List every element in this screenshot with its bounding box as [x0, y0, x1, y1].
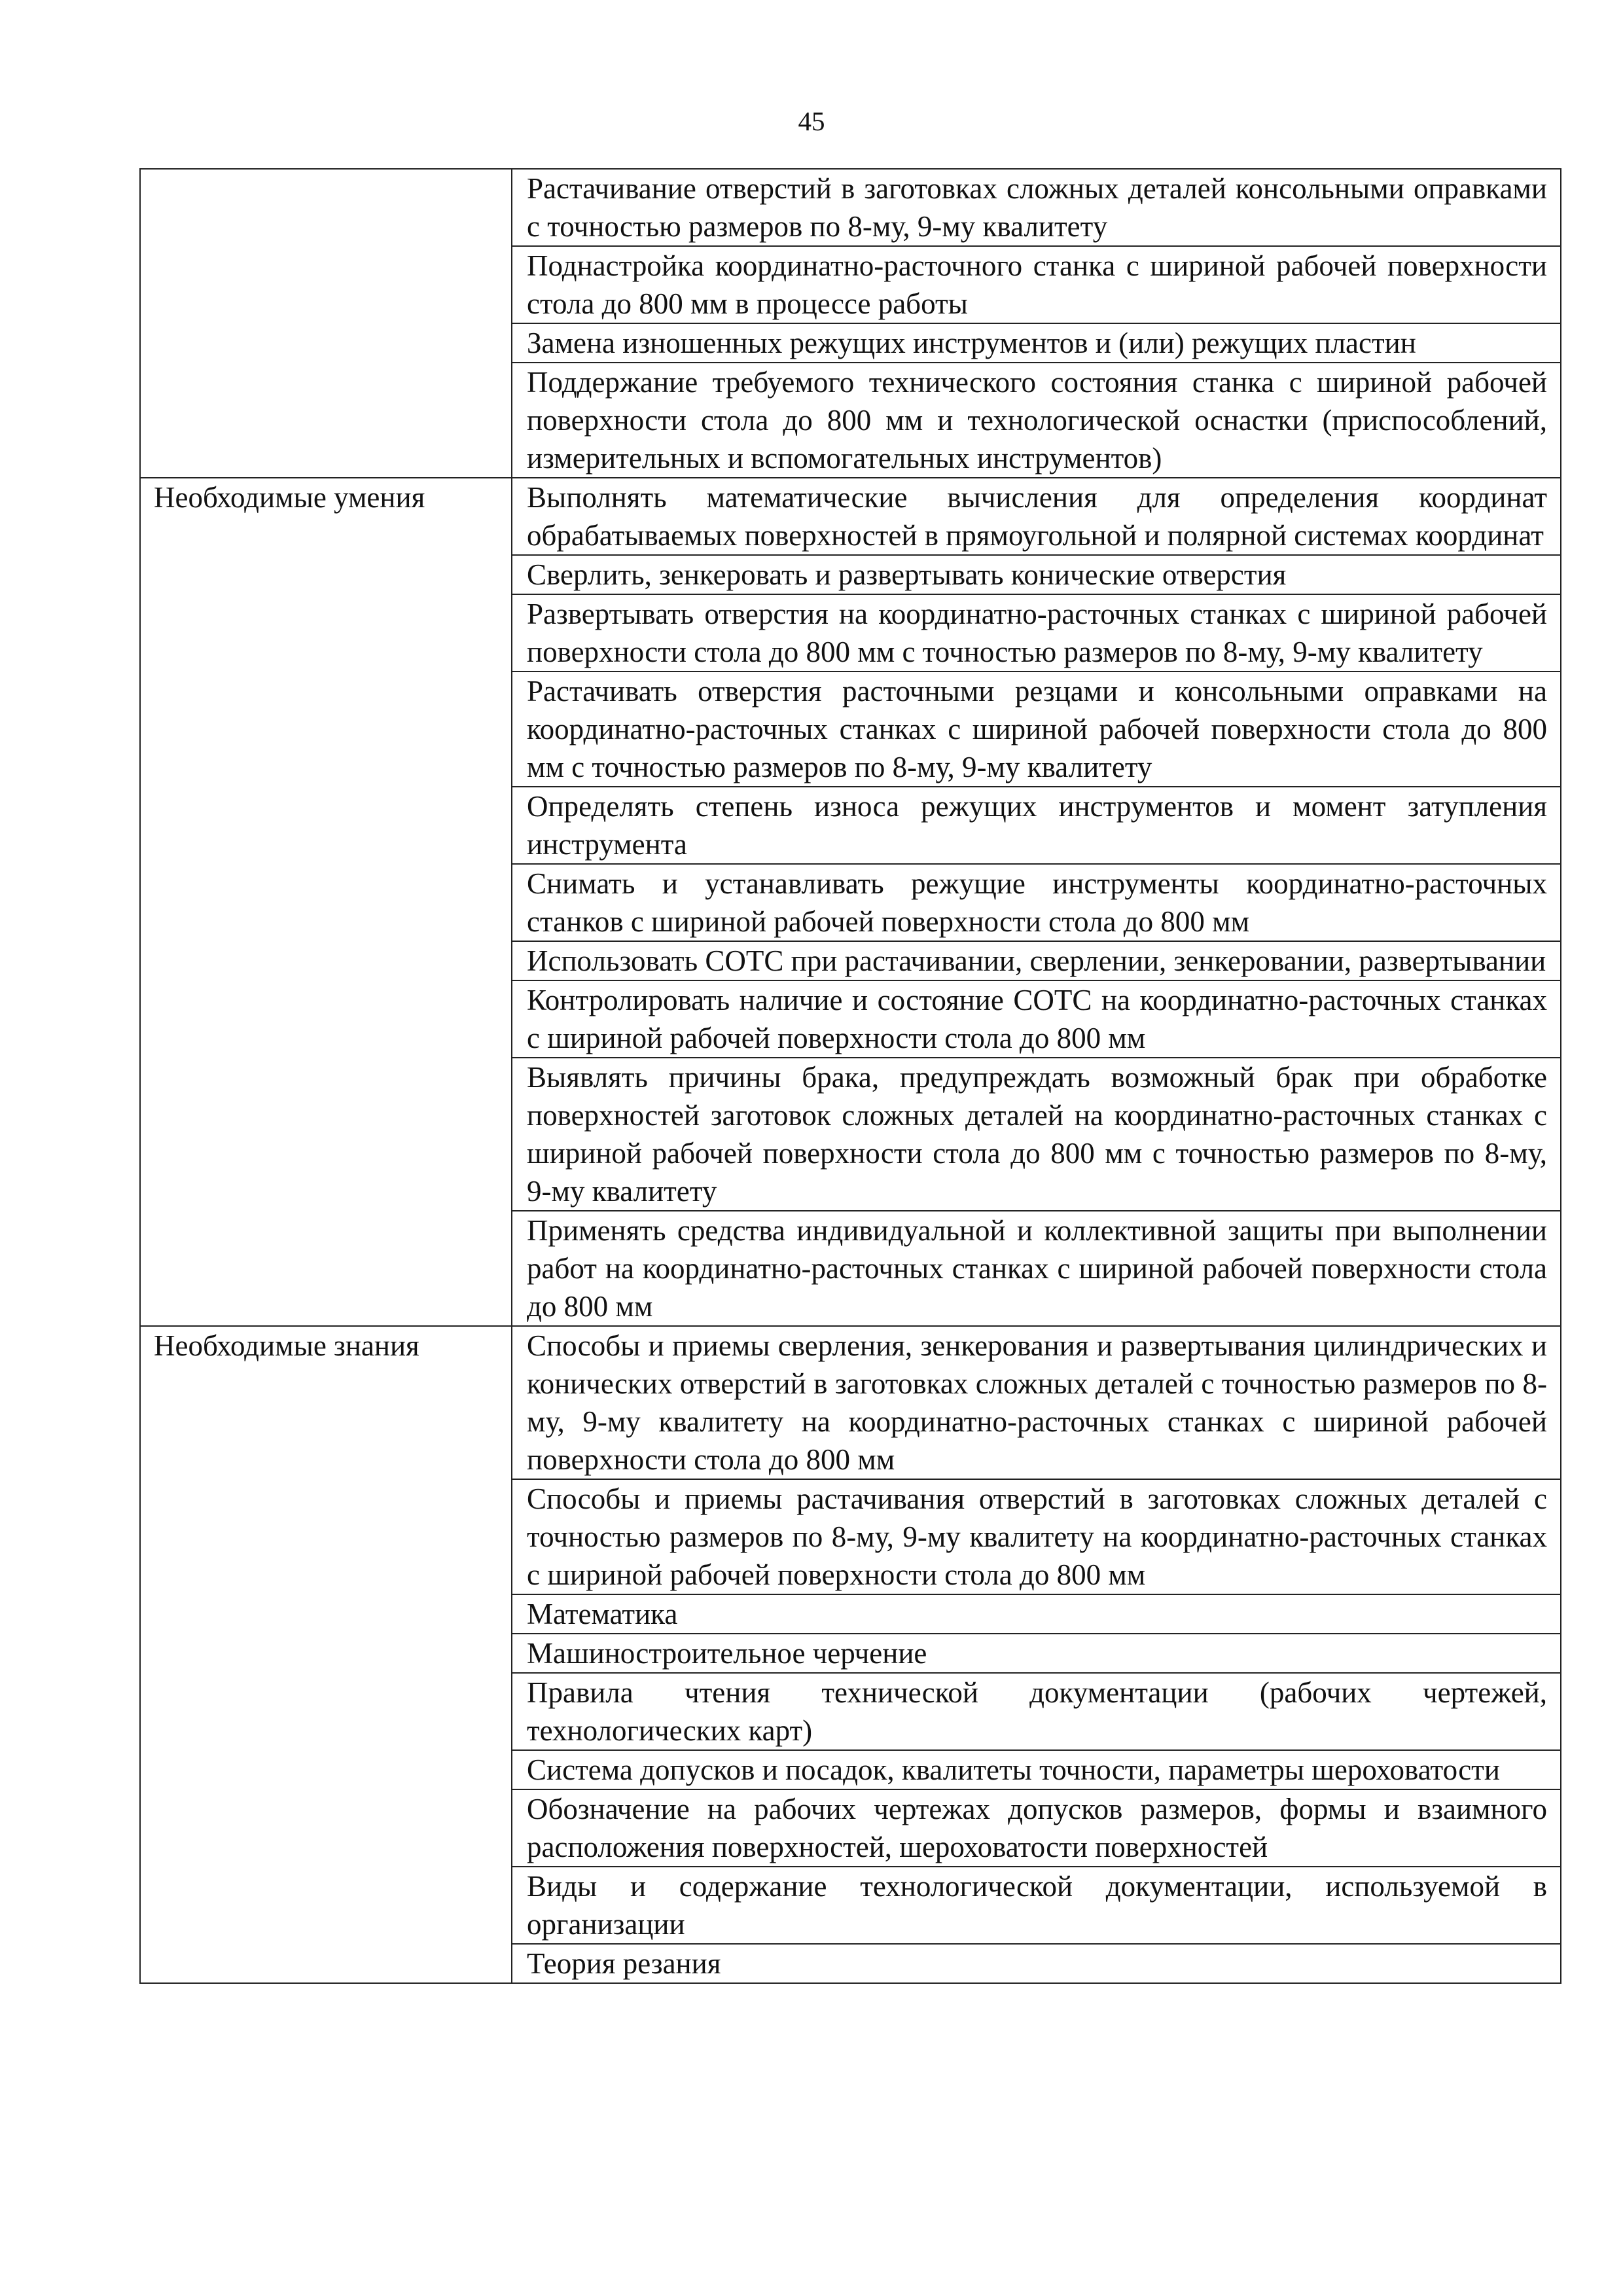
requirements-table-body — [140, 169, 1561, 1983]
requirement-cell: Поддержание требуемого технического состояния станка с шириной рабочей поверхности стола до 800 мм и технологической оснастки (приспособлений, измерительных и вспомогательных инструментов) — [512, 363, 1561, 478]
requirement-cell: Виды и содержание технологической документации, используемой в организации — [512, 1867, 1561, 1944]
requirement-cell: Способы и приемы растачивания отверстий в заготовках сложных деталей с точностью размеров по 8-му, 9-му квалитету на координатно-расточных станках с шириной рабочей поверхности стола до 800 мм — [512, 1479, 1561, 1594]
requirement-cell: Поднастройка координатно-расточного станка с шириной рабочей поверхности стола до 800 мм в процессе работы — [512, 246, 1561, 323]
page-number: 45 — [798, 106, 825, 136]
requirement-cell: Применять средства индивидуальной и коллективной защиты при выполнении работ на координатно-расточных станках с шириной рабочей поверхности стола до 800 мм — [512, 1211, 1561, 1326]
requirement-cell: Математика — [512, 1594, 1561, 1634]
table-row — [140, 1326, 1561, 1479]
requirement-cell: Теория резания — [512, 1944, 1561, 1983]
requirement-cell: Обозначение на рабочих чертежах допусков размеров, формы и взаимного расположения поверхностей, шероховатости поверхностей — [512, 1789, 1561, 1867]
requirement-cell: Использовать СОТС при растачивании, сверлении, зенкеровании, развертывании — [512, 941, 1561, 980]
requirement-cell: Контролировать наличие и состояние СОТС на координатно-расточных станках с шириной рабочей поверхности стола до 800 мм — [512, 980, 1561, 1058]
requirement-cell: Растачивание отверстий в заготовках сложных деталей консольными оправками с точностью размеров по 8-му, 9-му квалитету — [512, 169, 1561, 246]
requirement-cell: Замена изношенных режущих инструментов и (или) режущих пластин — [512, 323, 1561, 363]
requirement-cell: Развертывать отверстия на координатно-расточных станках с шириной рабочей поверхности стола до 800 мм с точностью размеров по 8-му, 9-му квалитету — [512, 594, 1561, 672]
requirement-cell: Способы и приемы сверления, зенкерования и развертывания цилиндрических и конических отверстий в заготовках сложных деталей с точностью размеров по 8-му, 9-му квалитету на координатно-расточных станках с шириной рабочей поверхности стола до 800 мм — [512, 1326, 1561, 1479]
requirement-cell: Выполнять математические вычисления для определения координат обрабатываемых поверхностей в прямоугольной и полярной системах координат — [512, 478, 1561, 555]
requirement-cell: Определять степень износа режущих инструментов и момент затупления инструмента — [512, 787, 1561, 864]
category-label-cell: Необходимые умения — [140, 478, 512, 1326]
requirement-cell: Система допусков и посадок, квалитеты точности, параметры шероховатости — [512, 1750, 1561, 1789]
category-label-cell — [140, 169, 512, 478]
requirement-cell: Растачивать отверстия расточными резцами и консольными оправками на координатно-расточных станках с шириной рабочей поверхности стола до 800 мм с точностью размеров по 8-му, 9-му квалитету — [512, 672, 1561, 787]
requirement-cell: Правила чтения технической документации (рабочих чертежей, технологических карт) — [512, 1673, 1561, 1750]
requirements-table — [139, 168, 1561, 1984]
category-label-cell: Необходимые знания — [140, 1326, 512, 1983]
requirement-cell: Сверлить, зенкеровать и развертывать конические отверстия — [512, 555, 1561, 594]
requirement-cell: Выявлять причины брака, предупреждать возможный брак при обработке поверхностей заготовок сложных деталей на координатно-расточных станках с шириной рабочей поверхности стола до 800 мм с точностью размеров по 8-му, 9-му квалитету — [512, 1058, 1561, 1211]
requirement-cell: Машиностроительное черчение — [512, 1634, 1561, 1673]
requirement-cell: Снимать и устанавливать режущие инструменты координатно-расточных станков с шириной рабочей поверхности стола до 800 мм — [512, 864, 1561, 941]
table-row — [140, 169, 1561, 246]
table-row — [140, 478, 1561, 555]
